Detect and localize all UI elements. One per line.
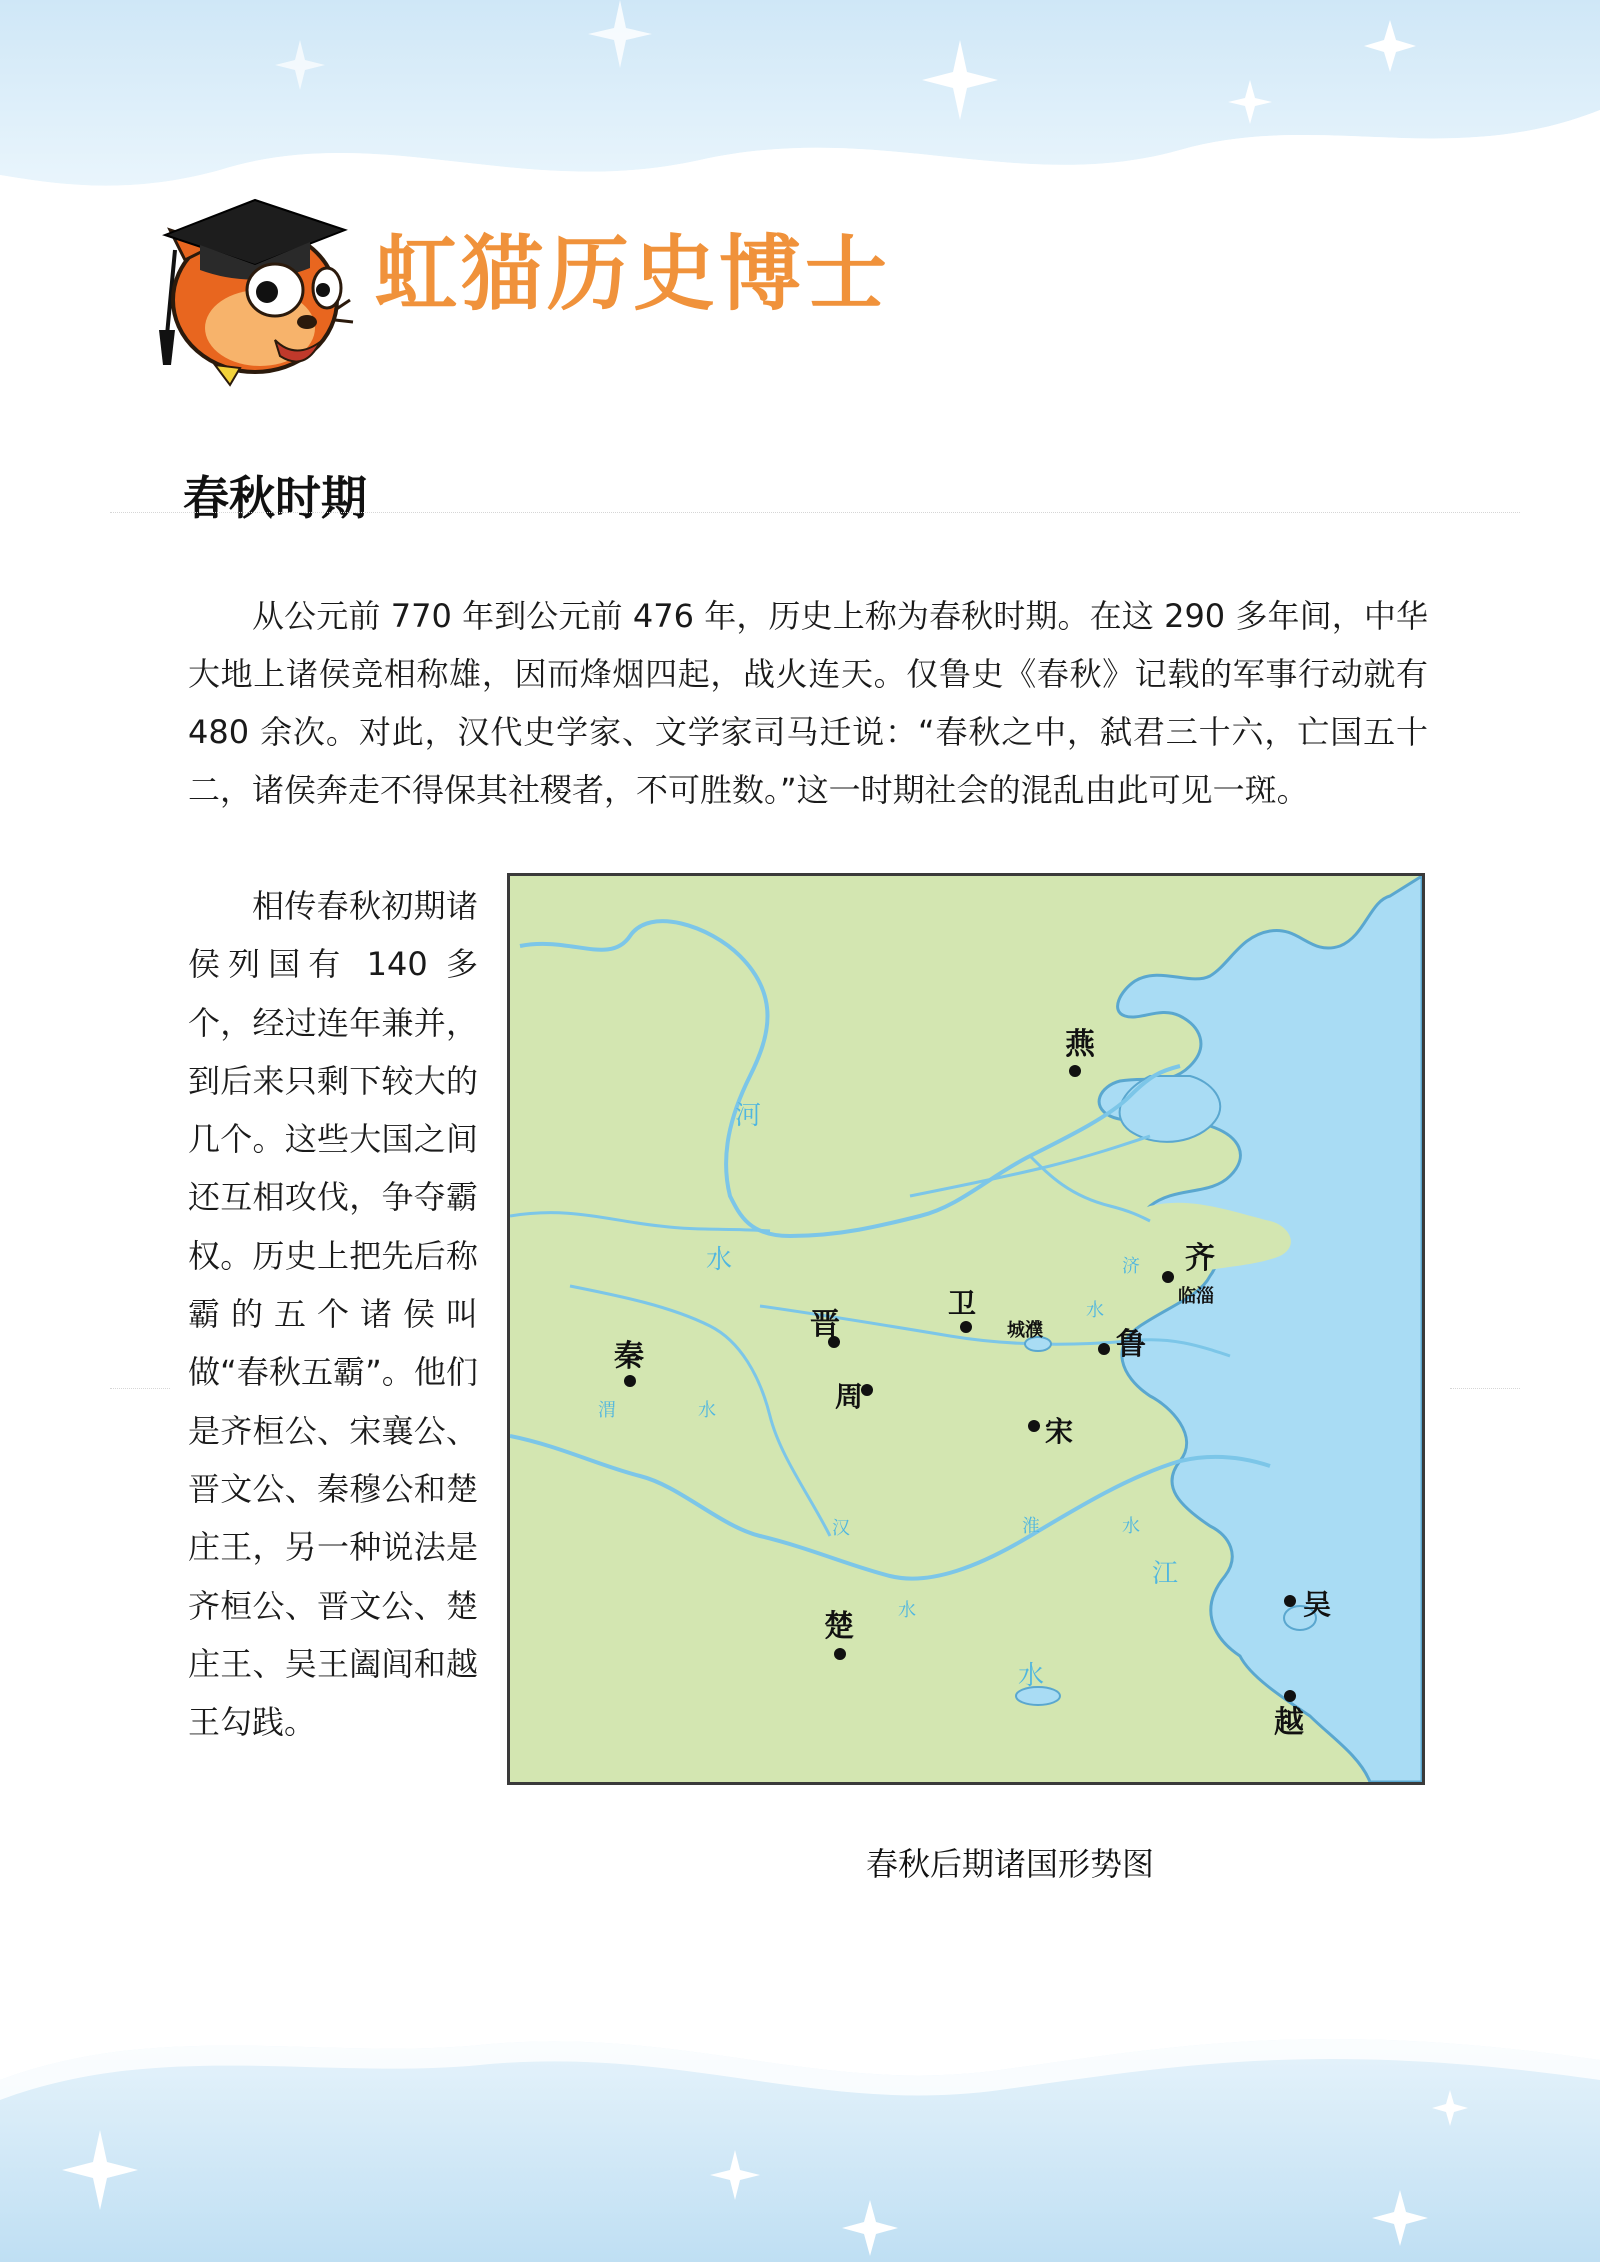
- hegemons-paragraph: 相传春秋初期诸侯列国有 140 多个，经过连年兼并，到后来只剩下较大的几个。这些大国之间还互相攻伐，争夺霸权。历史上把先后称霸的五个诸侯叫做“春秋五霸”。他们是齐桓公、宋襄公、晋文公、秦穆公和楚庄王，另一种说法是齐桓公、晋文公、楚庄王、吴王阖闾和越王勾践。: [188, 887, 478, 1742]
- yellow-river: [520, 921, 1180, 1236]
- label-wei: 卫: [948, 1287, 977, 1320]
- label-huai: 淮: [1022, 1516, 1040, 1537]
- label-yan: 燕: [1065, 1027, 1095, 1062]
- label-he: 河: [735, 1101, 762, 1131]
- label-ji: 济: [1122, 1256, 1140, 1277]
- label-chu: 楚: [824, 1609, 854, 1644]
- label-qin: 秦: [614, 1339, 644, 1374]
- intro-paragraph: 从公元前 770 年到公元前 476 年，历史上称为春秋时期。在这 290 多年间，中华大地上诸侯竞相称雄，因而烽烟四起，战火连天。仅鲁史《春秋》记载的军事行动就有 480 余次。对此，汉代史学家、文学家司马迁说：“春秋之中，弑君三十六，亡国五十二，诸侯奔走不得保其社稷者，不可胜数。”这一时期社会的混乱由此可见一斑。: [188, 597, 1428, 809]
- label-jin: 晋: [810, 1307, 840, 1342]
- map-caption: 春秋后期诸国形势图: [866, 1845, 1155, 1883]
- label-huai-shui: 水: [1122, 1516, 1140, 1537]
- city-dot-song: [1028, 1420, 1040, 1432]
- bottom-sky-banner: [0, 2000, 1600, 2262]
- section-divider: [110, 512, 1520, 514]
- label-he-shui: 水: [706, 1245, 733, 1275]
- label-yue: 越: [1274, 1705, 1304, 1740]
- label-han-shui: 水: [898, 1600, 916, 1621]
- label-jiang-shui: 水: [1018, 1661, 1045, 1691]
- label-lu: 鲁: [1116, 1327, 1146, 1362]
- city-dot-qin: [624, 1375, 636, 1387]
- brand-title: 虹猫历史博士: [375, 227, 892, 322]
- bohai-gulf: [1120, 1076, 1221, 1142]
- label-qi: 齐: [1185, 1241, 1215, 1276]
- spring-autumn-states-map: [507, 873, 1425, 1785]
- label-song: 宋: [1045, 1415, 1074, 1448]
- city-dot-yue: [1284, 1690, 1296, 1702]
- label-jiang: 江: [1152, 1559, 1179, 1589]
- city-dot-wei: [960, 1321, 972, 1333]
- margin-mark-right: [1450, 1388, 1520, 1390]
- mascot-cat-graduate-icon: [145, 160, 355, 390]
- label-wei-shui: 水: [698, 1400, 716, 1421]
- sea-area: [1099, 876, 1422, 1782]
- ji-river: [910, 1136, 1150, 1196]
- label-ji-shui: 水: [1086, 1300, 1104, 1321]
- section-title: 春秋时期: [183, 471, 367, 525]
- city-dot-wu: [1284, 1595, 1296, 1607]
- city-dot-chu: [834, 1648, 846, 1660]
- city-dot-lu: [1098, 1343, 1110, 1355]
- margin-mark-left: [110, 1388, 170, 1390]
- label-wu: 吴: [1303, 1588, 1332, 1621]
- map-canvas: [510, 876, 1422, 1782]
- wei-river: [510, 1213, 770, 1231]
- city-dot-qi: [1162, 1271, 1174, 1283]
- label-linzi: 临淄: [1178, 1286, 1214, 1307]
- label-chengpu: 城濮: [1007, 1320, 1043, 1341]
- city-dot-yan: [1069, 1065, 1081, 1077]
- yangtze-river: [510, 1436, 1270, 1579]
- label-zhou: 周: [835, 1380, 864, 1413]
- label-wei-river: 渭: [598, 1400, 616, 1421]
- label-han: 汉: [832, 1518, 850, 1539]
